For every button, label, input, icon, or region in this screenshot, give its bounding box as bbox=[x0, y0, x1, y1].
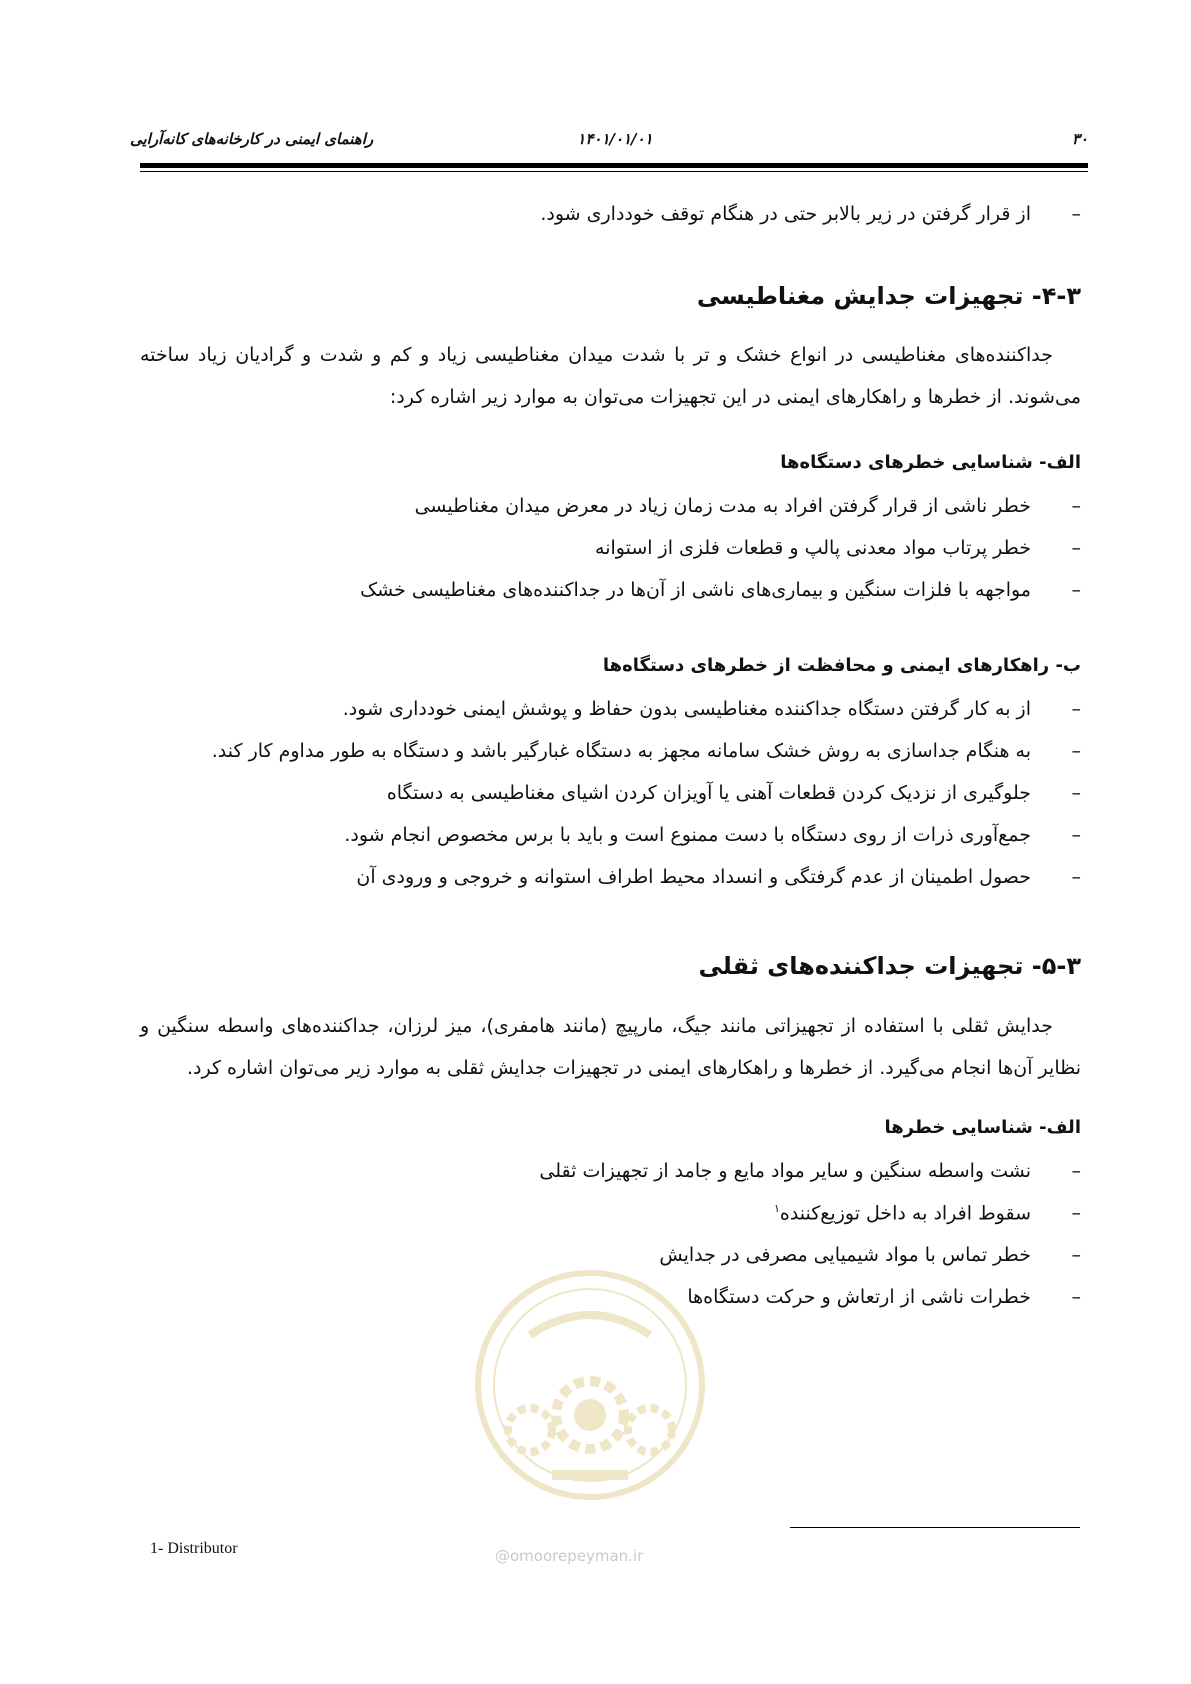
header-title: راهنمای ایمنی در کارخانه‌های کانه‌آرایی bbox=[130, 130, 374, 148]
dash-marker: – bbox=[1071, 579, 1081, 601]
list-item bbox=[687, 1286, 1081, 1308]
dash-marker: – bbox=[1071, 1244, 1081, 1266]
list-item bbox=[539, 1160, 1081, 1182]
footnote-marker: ۱ bbox=[773, 1202, 780, 1215]
list-item bbox=[344, 824, 1081, 846]
section-heading: ۵-۳- تجهیزات جداکننده‌های ثقلی bbox=[698, 952, 1081, 980]
list-item bbox=[360, 579, 1081, 601]
dash-marker: – bbox=[1071, 1286, 1081, 1308]
list-item bbox=[343, 698, 1081, 720]
watermark-logo-icon bbox=[470, 1265, 710, 1505]
list-item-text: خطرات ناشی از ارتعاش و حرکت دستگاه‌ها bbox=[687, 1286, 1031, 1308]
header-rule-thin bbox=[140, 171, 1088, 172]
list-item bbox=[540, 203, 1081, 225]
dash-marker: – bbox=[1071, 824, 1081, 846]
list-item bbox=[659, 1244, 1081, 1266]
footnote-rule bbox=[790, 1527, 1080, 1528]
subsection-heading: ب- راهکارهای ایمنی و محافظت از خطرهای دستگاه‌ها bbox=[602, 655, 1081, 676]
footnote: 1- Distributor bbox=[150, 1540, 238, 1557]
section-paragraph: جدایش ثقلی با استفاده از تجهیزاتی مانند جیگ، مارپیچ (مانند هامفری)، میز لرزان، جداکننده‌های واسطه سنگین و نظایر آن‌ها انجام می‌گیرد. از خطرها و راهکارهای ایمنی در تجهیزات جدایش ثقلی به موارد زیر می‌توان اشاره کرد. bbox=[140, 1015, 1081, 1079]
page-number: ۳۰ bbox=[1071, 130, 1088, 148]
list-item-text: مواجهه با فلزات سنگین و بیماری‌های ناشی از آن‌ها در جداکننده‌های مغناطیسی خشک bbox=[360, 579, 1031, 601]
dash-marker: – bbox=[1071, 740, 1081, 762]
list-item-text: خطر پرتاب مواد معدنی پالپ و قطعات فلزی از استوانه bbox=[595, 537, 1031, 559]
dash-marker: – bbox=[1071, 782, 1081, 804]
subsection-heading: الف- شناسایی خطرهای دستگاه‌ها bbox=[780, 452, 1081, 473]
dash-marker: – bbox=[1071, 537, 1081, 559]
dash-marker: – bbox=[1071, 698, 1081, 720]
dash-marker: – bbox=[1071, 495, 1081, 517]
dash-marker: – bbox=[1071, 1160, 1081, 1182]
list-item bbox=[212, 740, 1081, 762]
subsection-heading: الف- شناسایی خطرها bbox=[884, 1117, 1081, 1138]
section-heading: ۴-۳- تجهیزات جدایش مغناطیسی bbox=[696, 282, 1081, 310]
header-date: ۱۴۰۱/۰۱/۰۱ bbox=[577, 130, 653, 148]
list-item-text: جلوگیری از نزدیک کردن قطعات آهنی یا آویزان کردن اشیای مغناطیسی به دستگاه bbox=[386, 782, 1031, 804]
list-item-text: خطر ناشی از قرار گرفتن افراد به مدت زمان زیاد در معرض میدان مغناطیسی bbox=[414, 495, 1031, 517]
list-item-text: حصول اطمینان از عدم گرفتگی و انسداد محیط اطراف استوانه و خروجی و ورودی آن bbox=[356, 866, 1031, 888]
section-paragraph: جداکننده‌های مغناطیسی در انواع خشک و تر با شدت میدان مغناطیسی زیاد و کم و شدت و گرادیان زیاد ساخته می‌شوند. از خطرها و راهکارهای ایمنی در این تجهیزات می‌توان به موارد زیر اشاره کرد: bbox=[140, 344, 1081, 408]
list-item-text: به هنگام جداسازی به روش خشک سامانه مجهز به دستگاه غبارگیر باشد و دستگاه به طور مداوم کار کند. bbox=[211, 740, 1031, 762]
watermark-url: @omoorepeyman.ir bbox=[495, 1547, 644, 1565]
list-item-text: از قرار گرفتن در زیر بالابر حتی در هنگام توقف خودداری شود. bbox=[540, 203, 1031, 225]
list-item-text: از به کار گرفتن دستگاه جداکننده مغناطیسی بدون حفاظ و پوشش ایمنی خودداری شود. bbox=[342, 698, 1031, 720]
list-item bbox=[356, 866, 1081, 888]
dash-marker: – bbox=[1071, 203, 1081, 225]
header-rule bbox=[140, 163, 1088, 168]
list-item-text: سقوط افراد به داخل توزیع‌کننده bbox=[779, 1202, 1031, 1225]
dash-marker: – bbox=[1071, 1202, 1081, 1225]
list-item-text: خطر تماس با مواد شیمیایی مصرفی در جدایش bbox=[659, 1244, 1031, 1266]
list-item bbox=[387, 782, 1081, 804]
list-item-text: جمع‌آوری ذرات از روی دستگاه با دست ممنوع است و باید با برس مخصوص انجام شود. bbox=[344, 824, 1031, 846]
list-item bbox=[774, 1202, 1081, 1224]
dash-marker: – bbox=[1071, 866, 1081, 888]
list-item-text: نشت واسطه سنگین و سایر مواد مایع و جامد از تجهیزات ثقلی bbox=[539, 1160, 1031, 1182]
list-item bbox=[415, 495, 1081, 517]
list-item bbox=[595, 537, 1081, 559]
